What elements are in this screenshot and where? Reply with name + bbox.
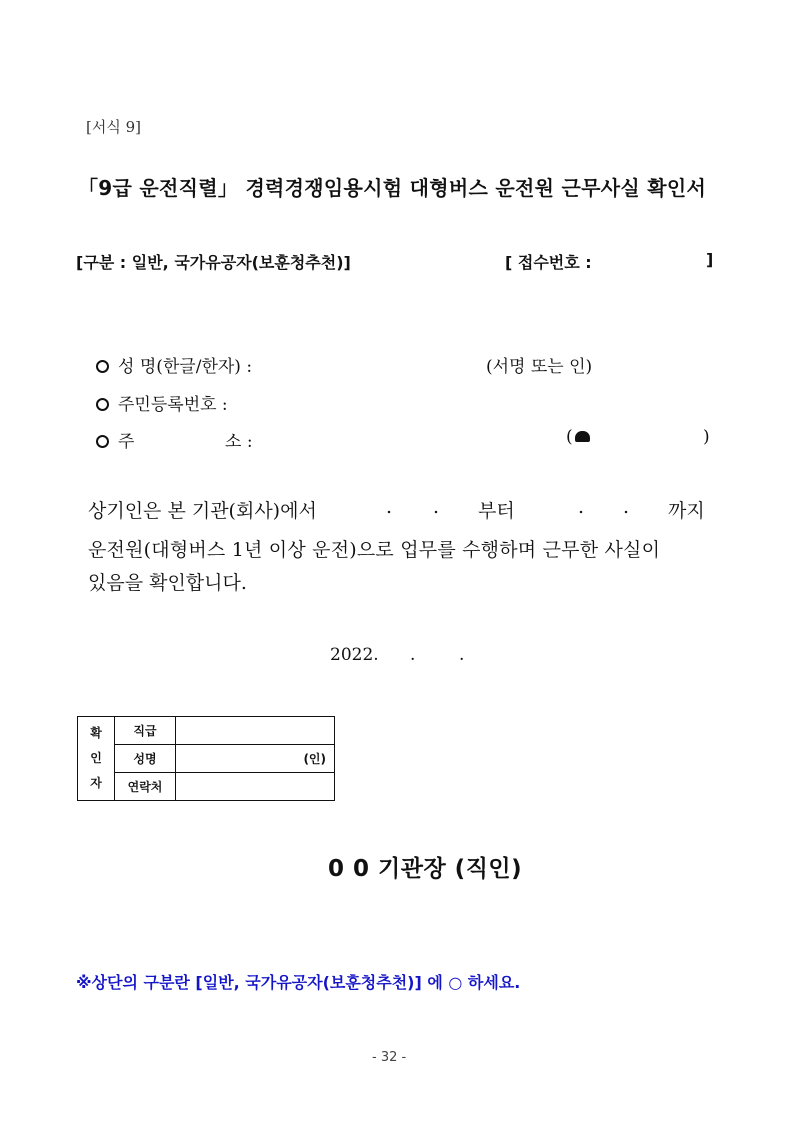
name-field <box>96 352 252 377</box>
body-dot: . <box>578 496 585 518</box>
body-line3: 있음을 확인합니다. <box>88 572 247 594</box>
confirmer-table <box>77 716 335 801</box>
phone-close: ) <box>703 427 710 447</box>
receipt-number-label: [ 접수번호 : <box>505 253 592 272</box>
contact-value[interactable] <box>176 773 335 801</box>
phone-field <box>566 427 590 447</box>
phone-open: ( <box>566 427 573 447</box>
circle-bullet-icon <box>96 435 109 448</box>
body-dot: . <box>433 496 440 518</box>
name-label: 성 명(한글/한자) : <box>118 357 253 377</box>
contact-label: 연락처 <box>115 773 176 801</box>
circle-bullet-icon <box>96 360 109 373</box>
vertical-char: 자 <box>90 776 102 790</box>
confirmer-name-value[interactable]: (인) <box>176 745 335 773</box>
body-dot: . <box>623 496 630 518</box>
issuer-title: 0 0 기관장 (직인) <box>328 856 523 882</box>
rrn-field <box>96 390 228 415</box>
phone-icon <box>575 431 590 442</box>
date-year: 2022. <box>330 645 379 665</box>
page-number: - 32 - <box>372 1050 407 1065</box>
vertical-char: 확 <box>90 726 102 740</box>
instruction-note: ※상단의 구분란 [일반, 국가유공자(보훈청추천)] 에 ○ 하세요. <box>76 973 521 992</box>
address-field <box>96 427 134 452</box>
table-row <box>78 773 335 801</box>
body-until: 까지 <box>668 500 705 522</box>
table-row <box>78 717 335 745</box>
date-dot: . <box>410 645 416 665</box>
body-line2: 운전원(대형버스 1년 이상 운전)으로 업무를 수행하며 근무한 사실이 <box>88 539 661 561</box>
circle-bullet-icon <box>96 398 109 411</box>
rank-label: 직급 <box>115 717 176 745</box>
form-number: [서식 9] <box>86 118 141 136</box>
rank-value[interactable] <box>176 717 335 745</box>
rrn-label: 주민등록번호 : <box>118 395 228 415</box>
table-row <box>78 745 335 773</box>
body-dot: . <box>386 496 393 518</box>
sign-hint: (서명 또는 인) <box>486 357 593 377</box>
receipt-number-close: ] <box>706 250 714 269</box>
confirmer-name-label: 성명 <box>115 745 176 773</box>
confirmer-vertical-label <box>78 717 115 801</box>
address-label-right: 소 : <box>225 432 253 452</box>
body-line1-start: 상기인은 본 기관(회사)에서 <box>88 500 317 522</box>
body-from: 부터 <box>478 500 515 522</box>
category-line: [구분 : 일반, 국가유공자(보훈청추천)] <box>76 253 351 272</box>
vertical-char: 인 <box>90 751 102 765</box>
address-label-left: 주 <box>118 432 135 452</box>
date-dot: . <box>459 645 465 665</box>
document-title: 「9급 운전직렬」 경력경쟁임용시험 대형버스 운전원 근무사실 확인서 <box>78 176 707 200</box>
